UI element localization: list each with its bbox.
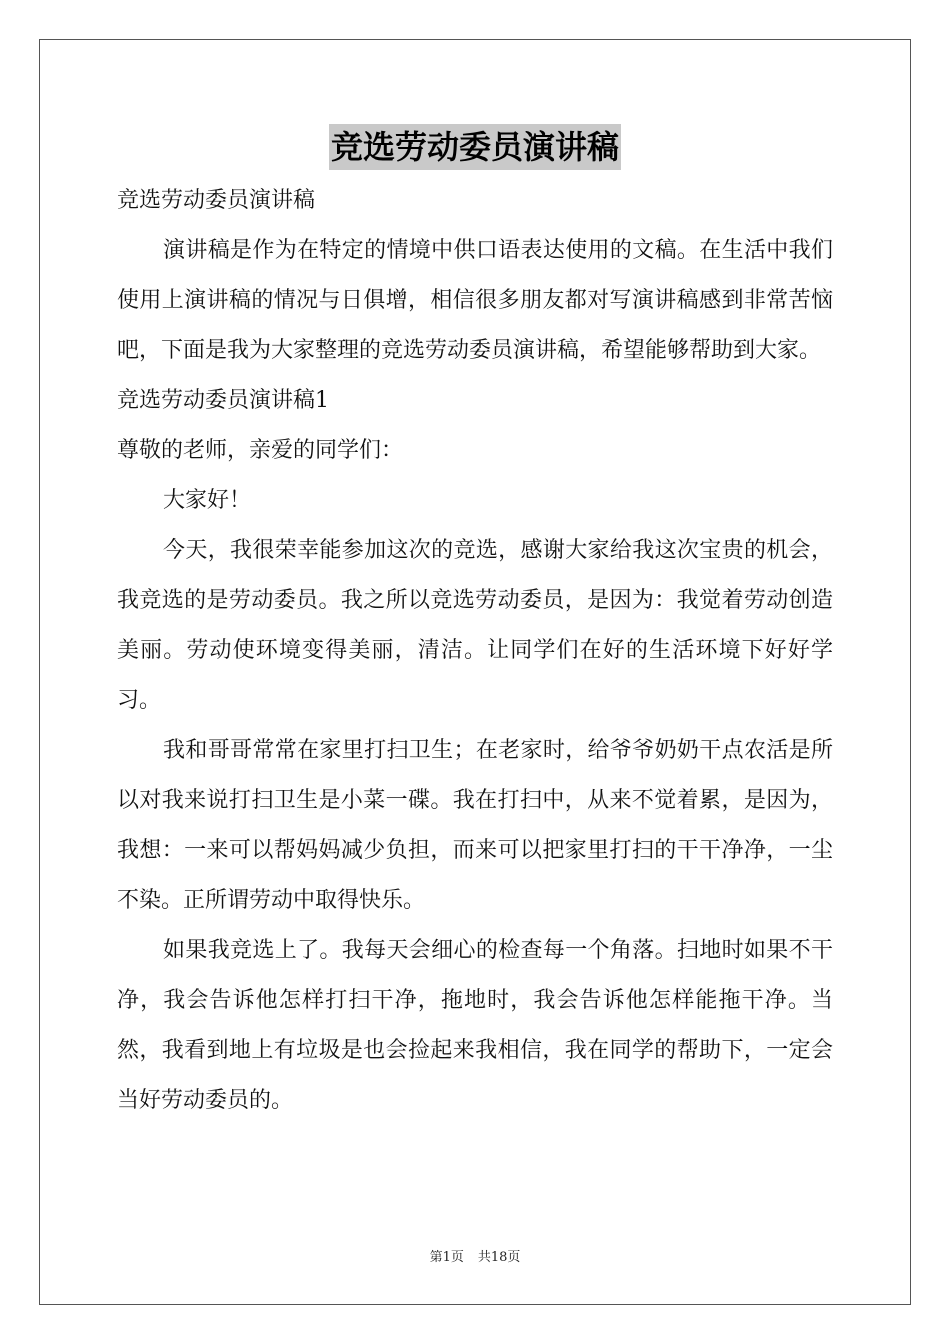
intro-paragraph: 演讲稿是作为在特定的情境中供口语表达使用的文稿。在生活中我们使用上演讲稿的情况与日俱增，相信很多朋友都对写演讲稿感到非常苦恼吧，下面是我为大家整理的竞选劳动委员演讲稿，希望能够帮助到大家。 xyxy=(117,238,833,363)
body-paragraph: 我和哥哥常常在家里打扫卫生；在老家时，给爷爷奶奶干点农活是所以对我来说打扫卫生是小菜一碟。我在打扫中，从来不觉着累，是因为，我想：一来可以帮妈妈减少负担，而来可以把家里打扫的干干净净，一尘不染。正所谓劳动中取得快乐。 xyxy=(117,738,833,913)
document-title: 竞选劳动委员演讲稿 xyxy=(329,124,621,170)
title-container xyxy=(0,124,950,170)
salutation: 尊敬的老师，亲爱的同学们： xyxy=(117,438,404,463)
body-paragraph: 今天，我很荣幸能参加这次的竞选，感谢大家给我这次宝贵的机会，我竞选的是劳动委员。我之所以竞选劳动委员，是因为：我觉着劳动创造美丽。劳动使环境变得美丽，清洁。让同学们在好的生活环境下好好学习。 xyxy=(117,538,833,713)
page-footer xyxy=(0,1246,950,1265)
document-subtitle: 竞选劳动委员演讲稿 xyxy=(117,188,316,213)
section-heading: 竞选劳动委员演讲稿1 xyxy=(117,388,329,413)
greeting: 大家好！ xyxy=(163,488,252,513)
page-number-current: 第1页 xyxy=(429,1250,464,1265)
document-body xyxy=(117,176,833,1126)
page-number-total: 共18页 xyxy=(477,1250,521,1265)
body-paragraph: 如果我竞选上了。我每天会细心的检查每一个角落。扫地时如果不干净，我会告诉他怎样打扫干净，拖地时，我会告诉他怎样能拖干净。当然，我看到地上有垃圾是也会捡起来我相信，我在同学的帮助下，一定会当好劳动委员的。 xyxy=(117,938,833,1113)
